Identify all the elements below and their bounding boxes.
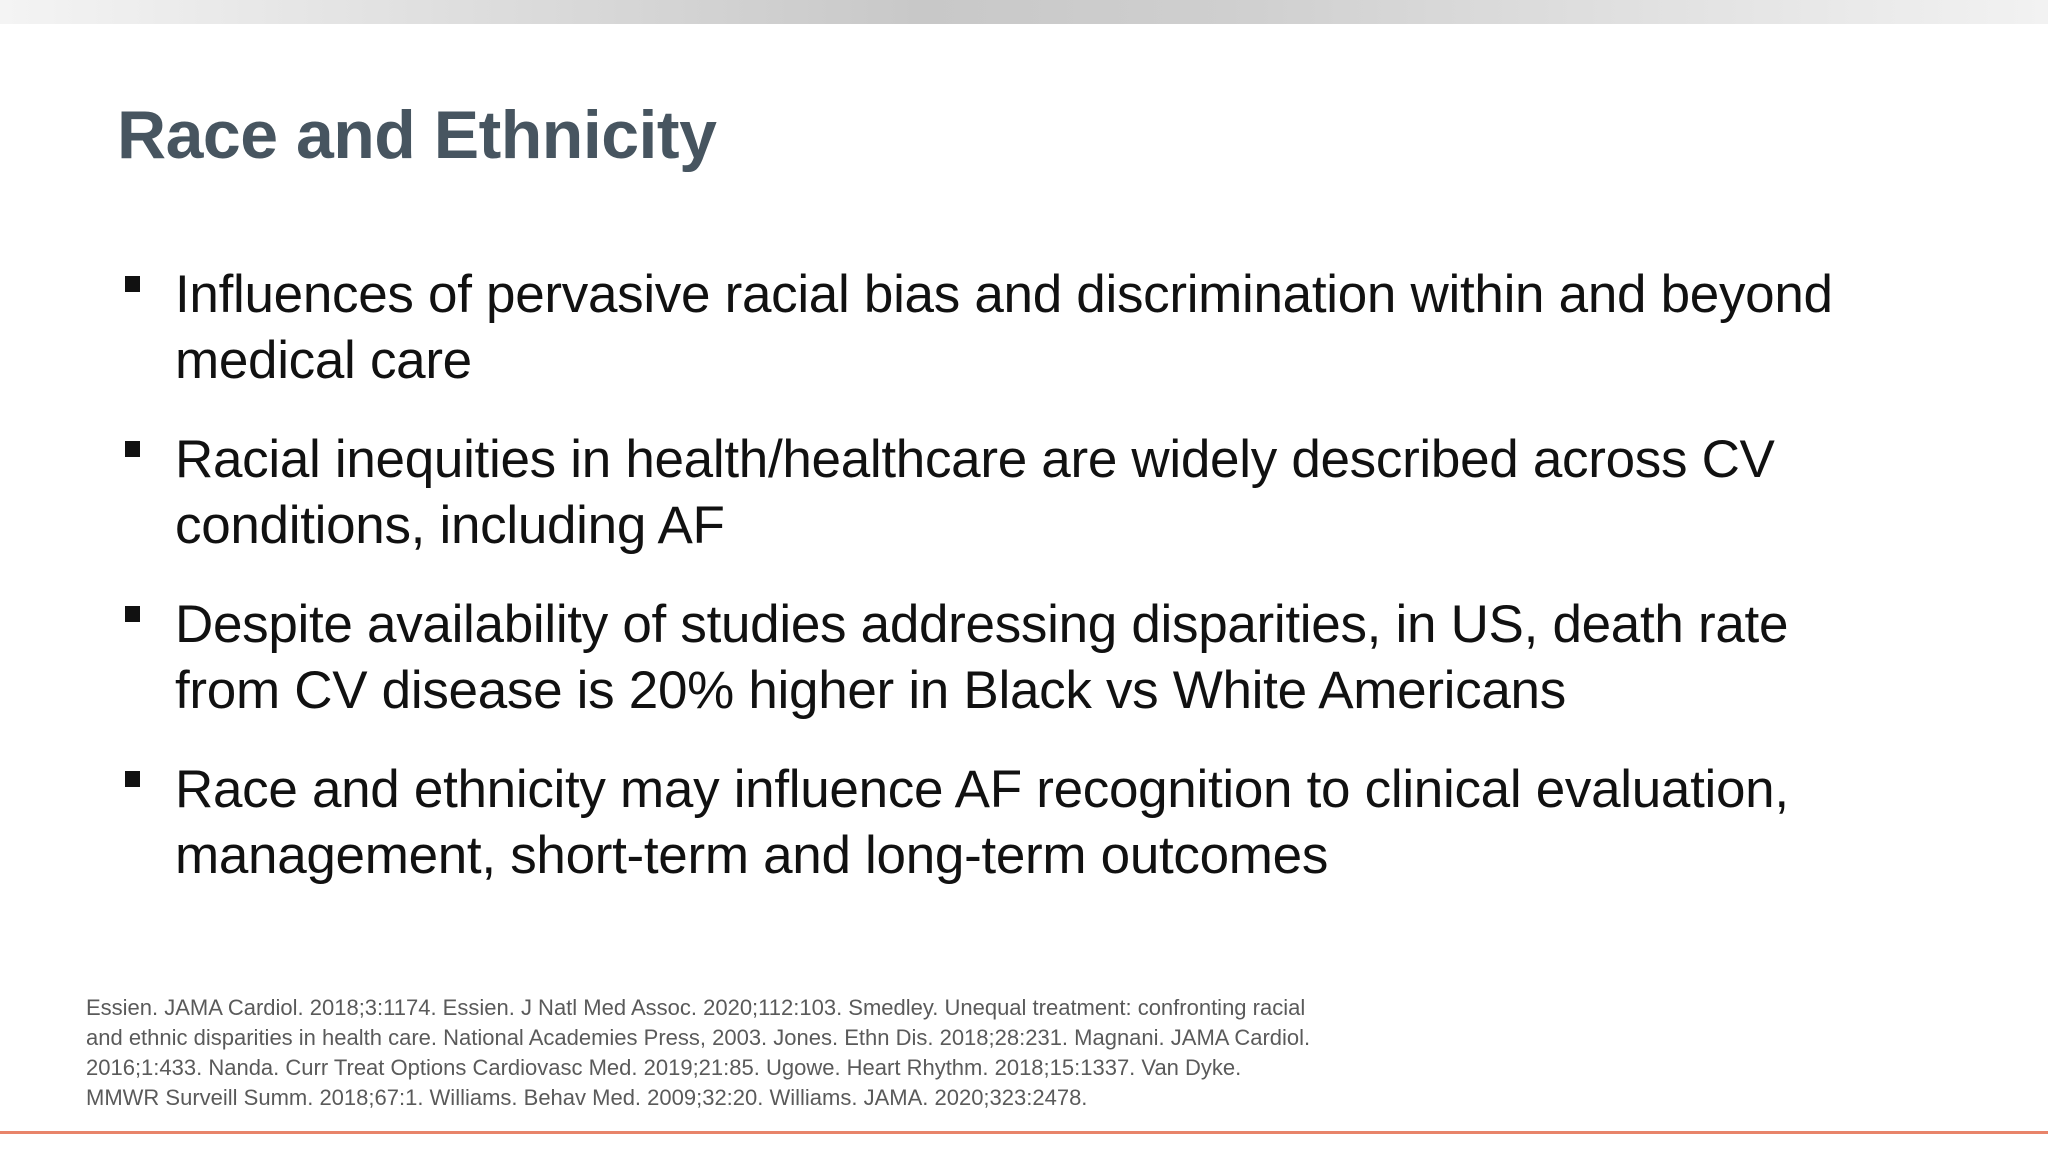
square-bullet-icon <box>125 606 140 622</box>
bullet-line: Racial inequities in health/healthcare are widely described across CV <box>175 430 1775 489</box>
bullet-list <box>117 262 1947 922</box>
bullet-line: medical care <box>175 331 472 390</box>
reference-line: MMWR Surveill Summ. 2018;67:1. Williams. Behav Med. 2009;32:20. Williams. JAMA. 2020;323:2478. <box>86 1085 1088 1110</box>
bullet-line: Race and ethnicity may influence AF recognition to clinical evaluation, <box>175 760 1789 819</box>
bullet-line: management, short-term and long-term outcomes <box>175 826 1329 885</box>
square-bullet-icon <box>125 441 140 457</box>
bottom-accent-line <box>0 1131 2048 1134</box>
reference-line: 2016;1:433. Nanda. Curr Treat Options Cardiovasc Med. 2019;21:85. Ugowe. Heart Rhythm. 2018;15:1337. Van Dyke. <box>86 1055 1242 1080</box>
slide-title: Race and Ethnicity <box>117 97 717 173</box>
reference-line: Essien. JAMA Cardiol. 2018;3:1174. Essien. J Natl Med Assoc. 2020;112:103. Smedley. Unequal treatment: confronting racial <box>86 995 1306 1020</box>
top-gradient-bar <box>0 0 2048 24</box>
references-footnote <box>86 993 1386 1113</box>
square-bullet-icon <box>125 771 140 787</box>
bullet-line: conditions, including AF <box>175 496 725 555</box>
bullet-item <box>117 757 1947 889</box>
square-bullet-icon <box>125 276 140 292</box>
bullet-item <box>117 262 1947 394</box>
reference-line: and ethnic disparities in health care. National Academies Press, 2003. Jones. Ethn Dis. 2018;28:231. Magnani. JAMA Cardiol. <box>86 1025 1311 1050</box>
bullet-line: Influences of pervasive racial bias and discrimination within and beyond <box>175 265 1833 324</box>
bullet-item <box>117 427 1947 559</box>
bullet-line: Despite availability of studies addressing disparities, in US, death rate <box>175 595 1789 654</box>
bullet-line: from CV disease is 20% higher in Black vs White Americans <box>175 661 1566 720</box>
bullet-item <box>117 592 1947 724</box>
